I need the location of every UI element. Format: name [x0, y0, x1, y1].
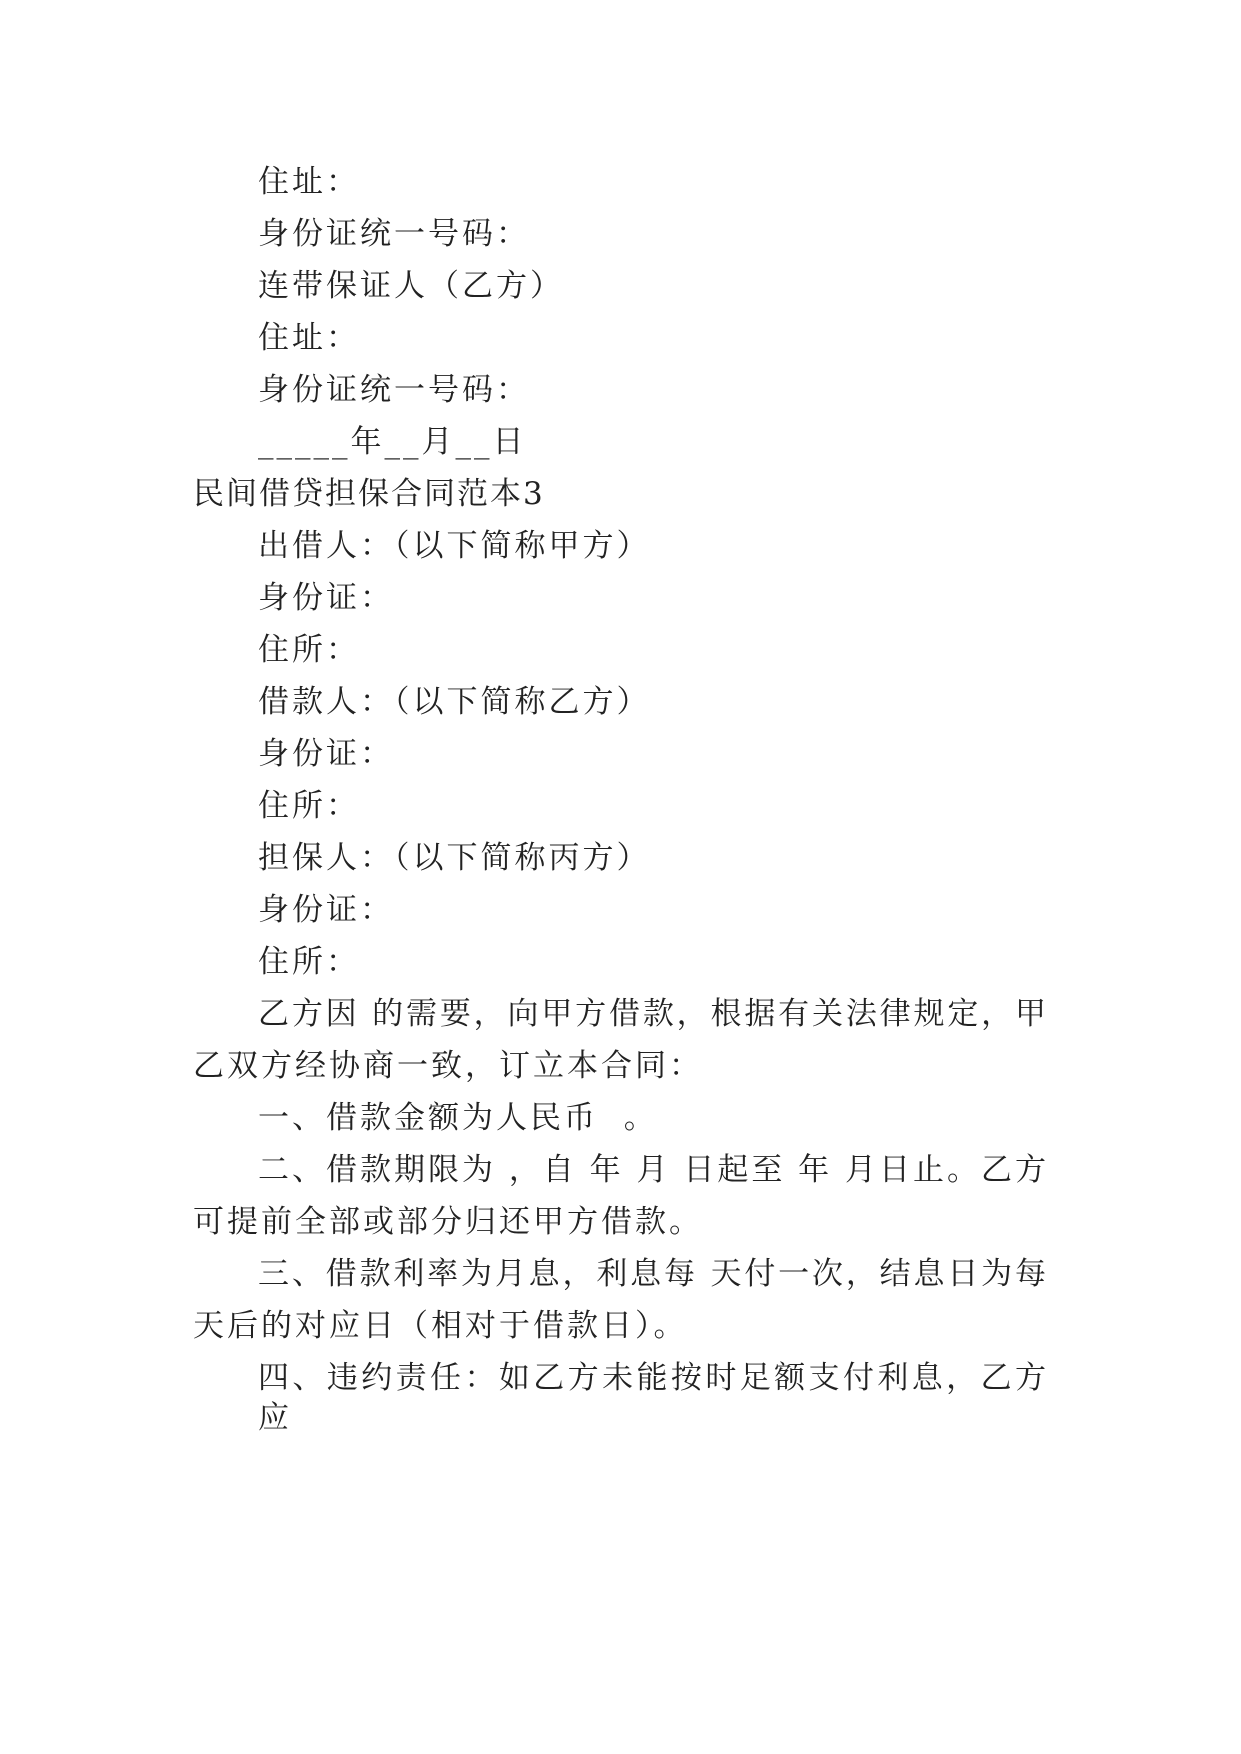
id-card-label: 身份证：: [258, 736, 394, 772]
id-card-label: 身份证：: [258, 580, 394, 616]
id-card-label: 身份证：: [258, 892, 394, 928]
clause-4: 四、违约责任：如乙方未能按时足额支付利息，乙方应: [258, 1360, 1048, 1436]
address-label: 住址：: [258, 164, 360, 200]
lender-label: 出借人：（以下简称甲方）: [258, 528, 651, 564]
residence-label: 住所：: [258, 788, 360, 824]
section-heading: 民间借贷担保合同范本3: [193, 476, 545, 512]
residence-label: 住所：: [258, 944, 360, 980]
paragraph-line: 天后的对应日（相对于借款日）。: [193, 1308, 688, 1344]
date-line: _____年__月__日: [258, 424, 527, 460]
address-label: 住址：: [258, 320, 360, 356]
borrower-label: 借款人：（以下简称乙方）: [258, 684, 651, 720]
clause-3: 三、借款利率为月息，利息每 天付一次，结息日为每: [258, 1256, 1048, 1292]
residence-label: 住所：: [258, 632, 360, 668]
guarantor-party-label: 担保人：（以下简称丙方）: [258, 840, 651, 876]
clause-1: 一、借款金额为人民币 。: [258, 1100, 658, 1136]
paragraph-line: 乙方因 的需要，向甲方借款，根据有关法律规定，甲: [258, 996, 1048, 1032]
paragraph-line: 可提前全部或部分归还甲方借款。: [193, 1204, 703, 1240]
paragraph-line: 乙双方经协商一致，订立本合同：: [193, 1048, 703, 1084]
id-number-label: 身份证统一号码：: [258, 216, 530, 252]
id-number-label: 身份证统一号码：: [258, 372, 530, 408]
clause-2: 二、借款期限为 ，自 年 月 日起至 年 月日止。乙方: [258, 1152, 1048, 1188]
guarantor-label: 连带保证人（乙方）: [258, 268, 564, 304]
